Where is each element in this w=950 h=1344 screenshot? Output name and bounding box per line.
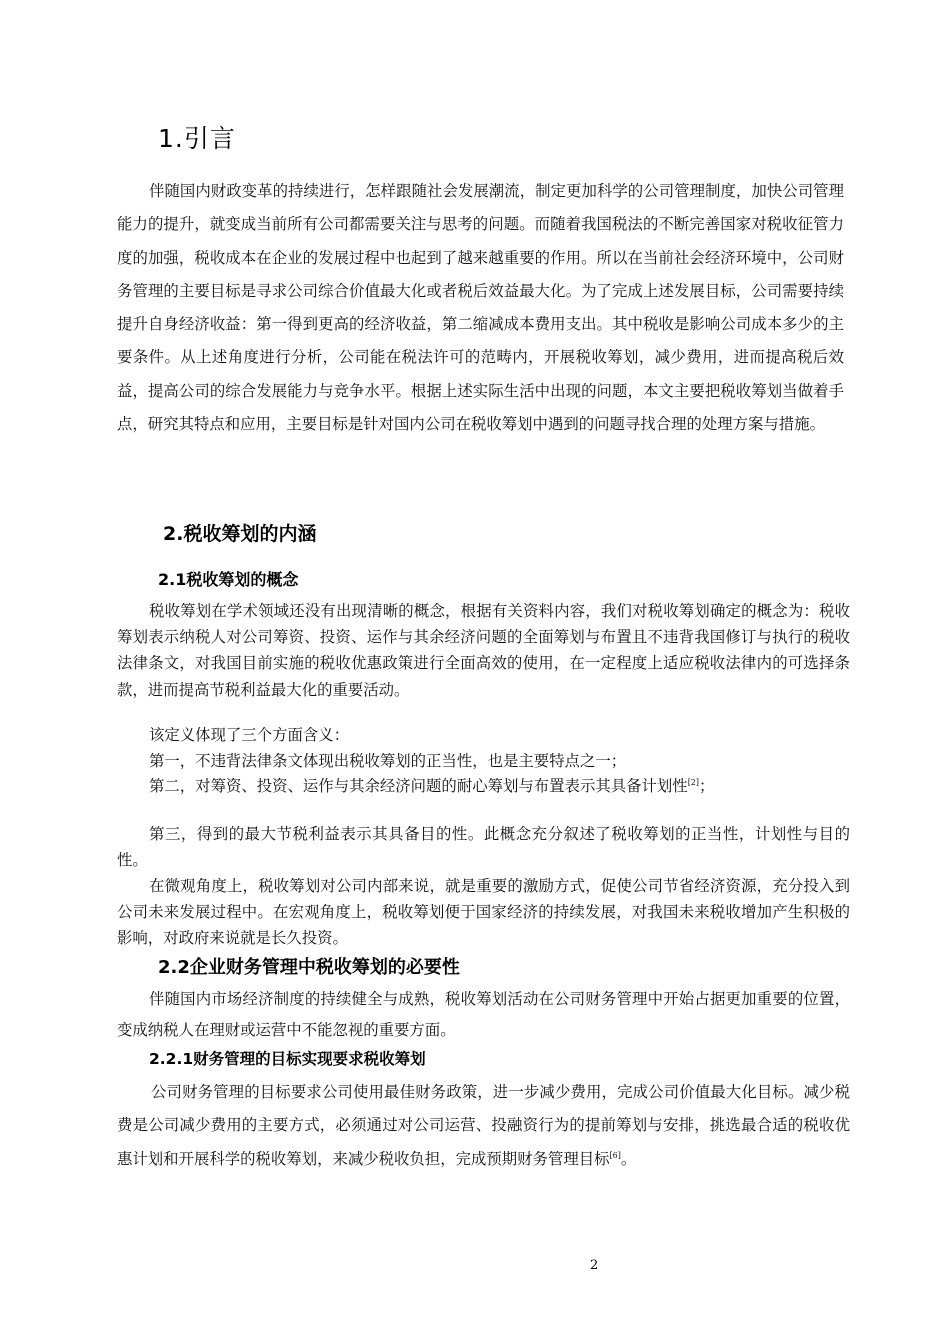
section-2-2-1-paragraph-1: [117, 1076, 850, 1178]
section-2-1-paragraph-3: 第一，不违背法律条文体现出税收筹划的正当性，也是主要特点之一；: [149, 752, 627, 770]
section-2-1-paragraph-2: 该定义体现了三个方面含义：: [149, 726, 350, 744]
paragraph-tail: 。: [620, 1149, 637, 1168]
paragraph-text: 第二，对筹资、投资、运作与其余经济问题的耐心筹划与布置表示其具备计划性: [149, 777, 688, 795]
section-1-paragraph: 伴随国内财政变革的持续进行，怎样跟随社会发展潮流，制定更加科学的公司管理制度，加快公司管理能力的提升，就变成当前所有公司都需要关注与思考的问题。而随着我国税法的不断完善国家对税收征管力度的加强，税收成本在企业的发展过程中也起到了越来越重要的作用。所以在当前社会经济环境中，公司财务管理的主要目标是寻求公司综合价值最大化或者税后效益最大化。为了完成上述发展目标，公司需要持续提升自身经济收益：第一得到更高的经济收益，第二缩减成本费用支出。其中税收是影响公司成本多少的主要条件。从上述角度进行分析，公司能在税法许可的范畴内，开展税收筹划，减少费用，进而提高税后效益，提高公司的综合发展能力与竞争水平。根据上述实际生活中出现的问题，本文主要把税收筹划当做着手点，研究其特点和应用，主要目标是针对国内公司在税收筹划中遇到的问题寻找合理的处理方案与措施。: [117, 182, 844, 434]
citation-reference: [2]: [687, 778, 700, 787]
citation-reference: [6]: [609, 1150, 621, 1160]
section-1-title: 1.引言: [158, 124, 236, 153]
paragraph-tail: ；: [699, 777, 715, 795]
paragraph-text: 公司财务管理的目标要求公司使用最佳财务政策，进一步减少费用，完成公司价值最大化目标。减少税费是公司减少费用的主要方式，必须通过对公司运营、投融资行为的提前筹划与安排，挑选最合适的税收优惠计划和开展科学的税收筹划，来减少税收负担，完成预期财务管理目标: [117, 1083, 850, 1168]
section-2-2-paragraph-1: 伴随国内市场经济制度的持续健全与成熟，税收筹划活动在公司财务管理中开始占据更加重要的位置，变成纳税人在理财或运营中不能忽视的重要方面。: [117, 990, 850, 1039]
section-2-2-title: 2.2企业财务管理中税收筹划的必要性: [158, 957, 460, 978]
section-2-1-paragraph-1: 税收筹划在学术领域还没有出现清晰的概念，根据有关资料内容，我们对税收筹划确定的概念为：税收筹划表示纳税人对公司筹资、投资、运作与其余经济问题的全面筹划与布置且不违背我国修订与执行的税收法律条文，对我国目前实施的税收优惠政策进行全面高效的使用，在一定程度上适应税收法律内的可选择条款，进而提高节税利益最大化的重要活动。: [117, 602, 850, 699]
section-2-1-title: 2.1税收筹划的概念: [158, 570, 299, 589]
section-2-1-paragraph-6: 在微观角度上，税收筹划对公司内部来说，就是重要的激励方式，促使公司节省经济资源，充分投入到公司未来发展过程中。在宏观角度上，税收筹划便于国家经济的持续发展，对我国未来税收增加产生积极的影响，对政府来说就是长久投资。: [117, 877, 850, 947]
page-number: 2: [590, 1258, 599, 1273]
section-2-1-paragraph-5: 第三，得到的最大节税利益表示其具备目的性。此概念充分叙述了税收筹划的正当性，计划性与目的性。: [117, 825, 850, 869]
section-2-1-paragraph-4: [117, 773, 850, 802]
section-2-2-1-title: 2.2.1财务管理的目标实现要求税收筹划: [149, 1050, 426, 1068]
section-2-title: 2.税收筹划的内涵: [163, 523, 317, 545]
